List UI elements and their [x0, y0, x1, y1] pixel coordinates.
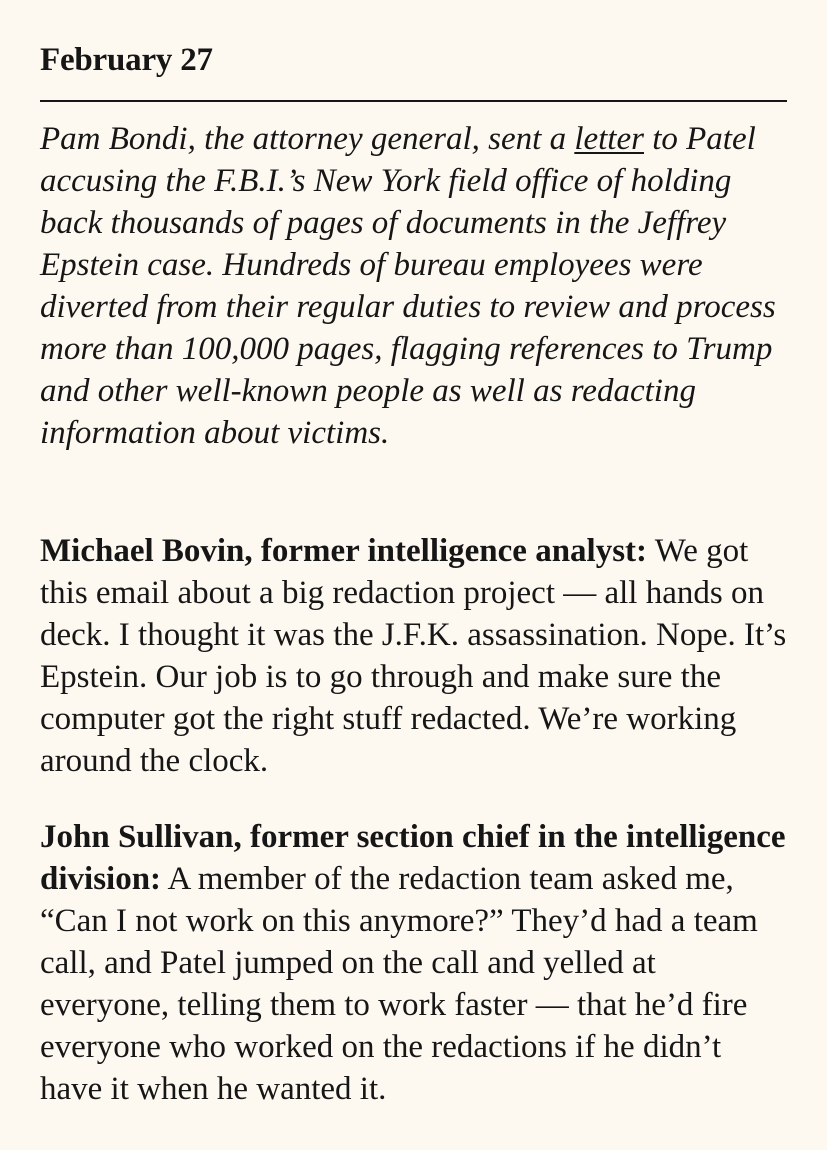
quote-michael-bovin: [40, 530, 787, 782]
date-heading: February 27: [40, 42, 213, 78]
divider-rule: [40, 100, 787, 102]
quote-speaker: Michael Bovin, former intelligence analyst:: [40, 533, 648, 569]
summary-text-before-link: Pam Bondi, the attorney general, sent a: [40, 121, 575, 157]
entry-summary: [40, 118, 787, 454]
quote-speaker: John Sullivan, former section chief in the intelligence division:: [40, 819, 786, 897]
summary-text-after-link: to Patel accusing the F.B.I.’s New York field office of holding back thousands of pages of documents in the Jeffrey Epstein case. Hundreds of bureau employees were diverted from their regular duties to review and process more than 100,000 pages, flagging references to Trump and other well-known people as well as redacting information about victims.: [40, 121, 776, 451]
quote-john-sullivan: [40, 816, 787, 1110]
letter-link[interactable]: letter: [574, 121, 644, 157]
quote-text: We got this email about a big redaction project — all hands on deck. I thought it was the J.F.K. assassination. Nope. It’s Epstein. Our job is to go through and make sure the computer got the right stuff redacted. We’re working around the clock.: [40, 533, 787, 779]
quote-text: A member of the redaction team asked me, “Can I not work on this anymore?” They’d had a team call, and Patel jumped on the call and yelled at everyone, telling them to work faster — that he’d fire everyone who worked on the redactions if he didn’t have it when he wanted it.: [40, 861, 758, 1107]
